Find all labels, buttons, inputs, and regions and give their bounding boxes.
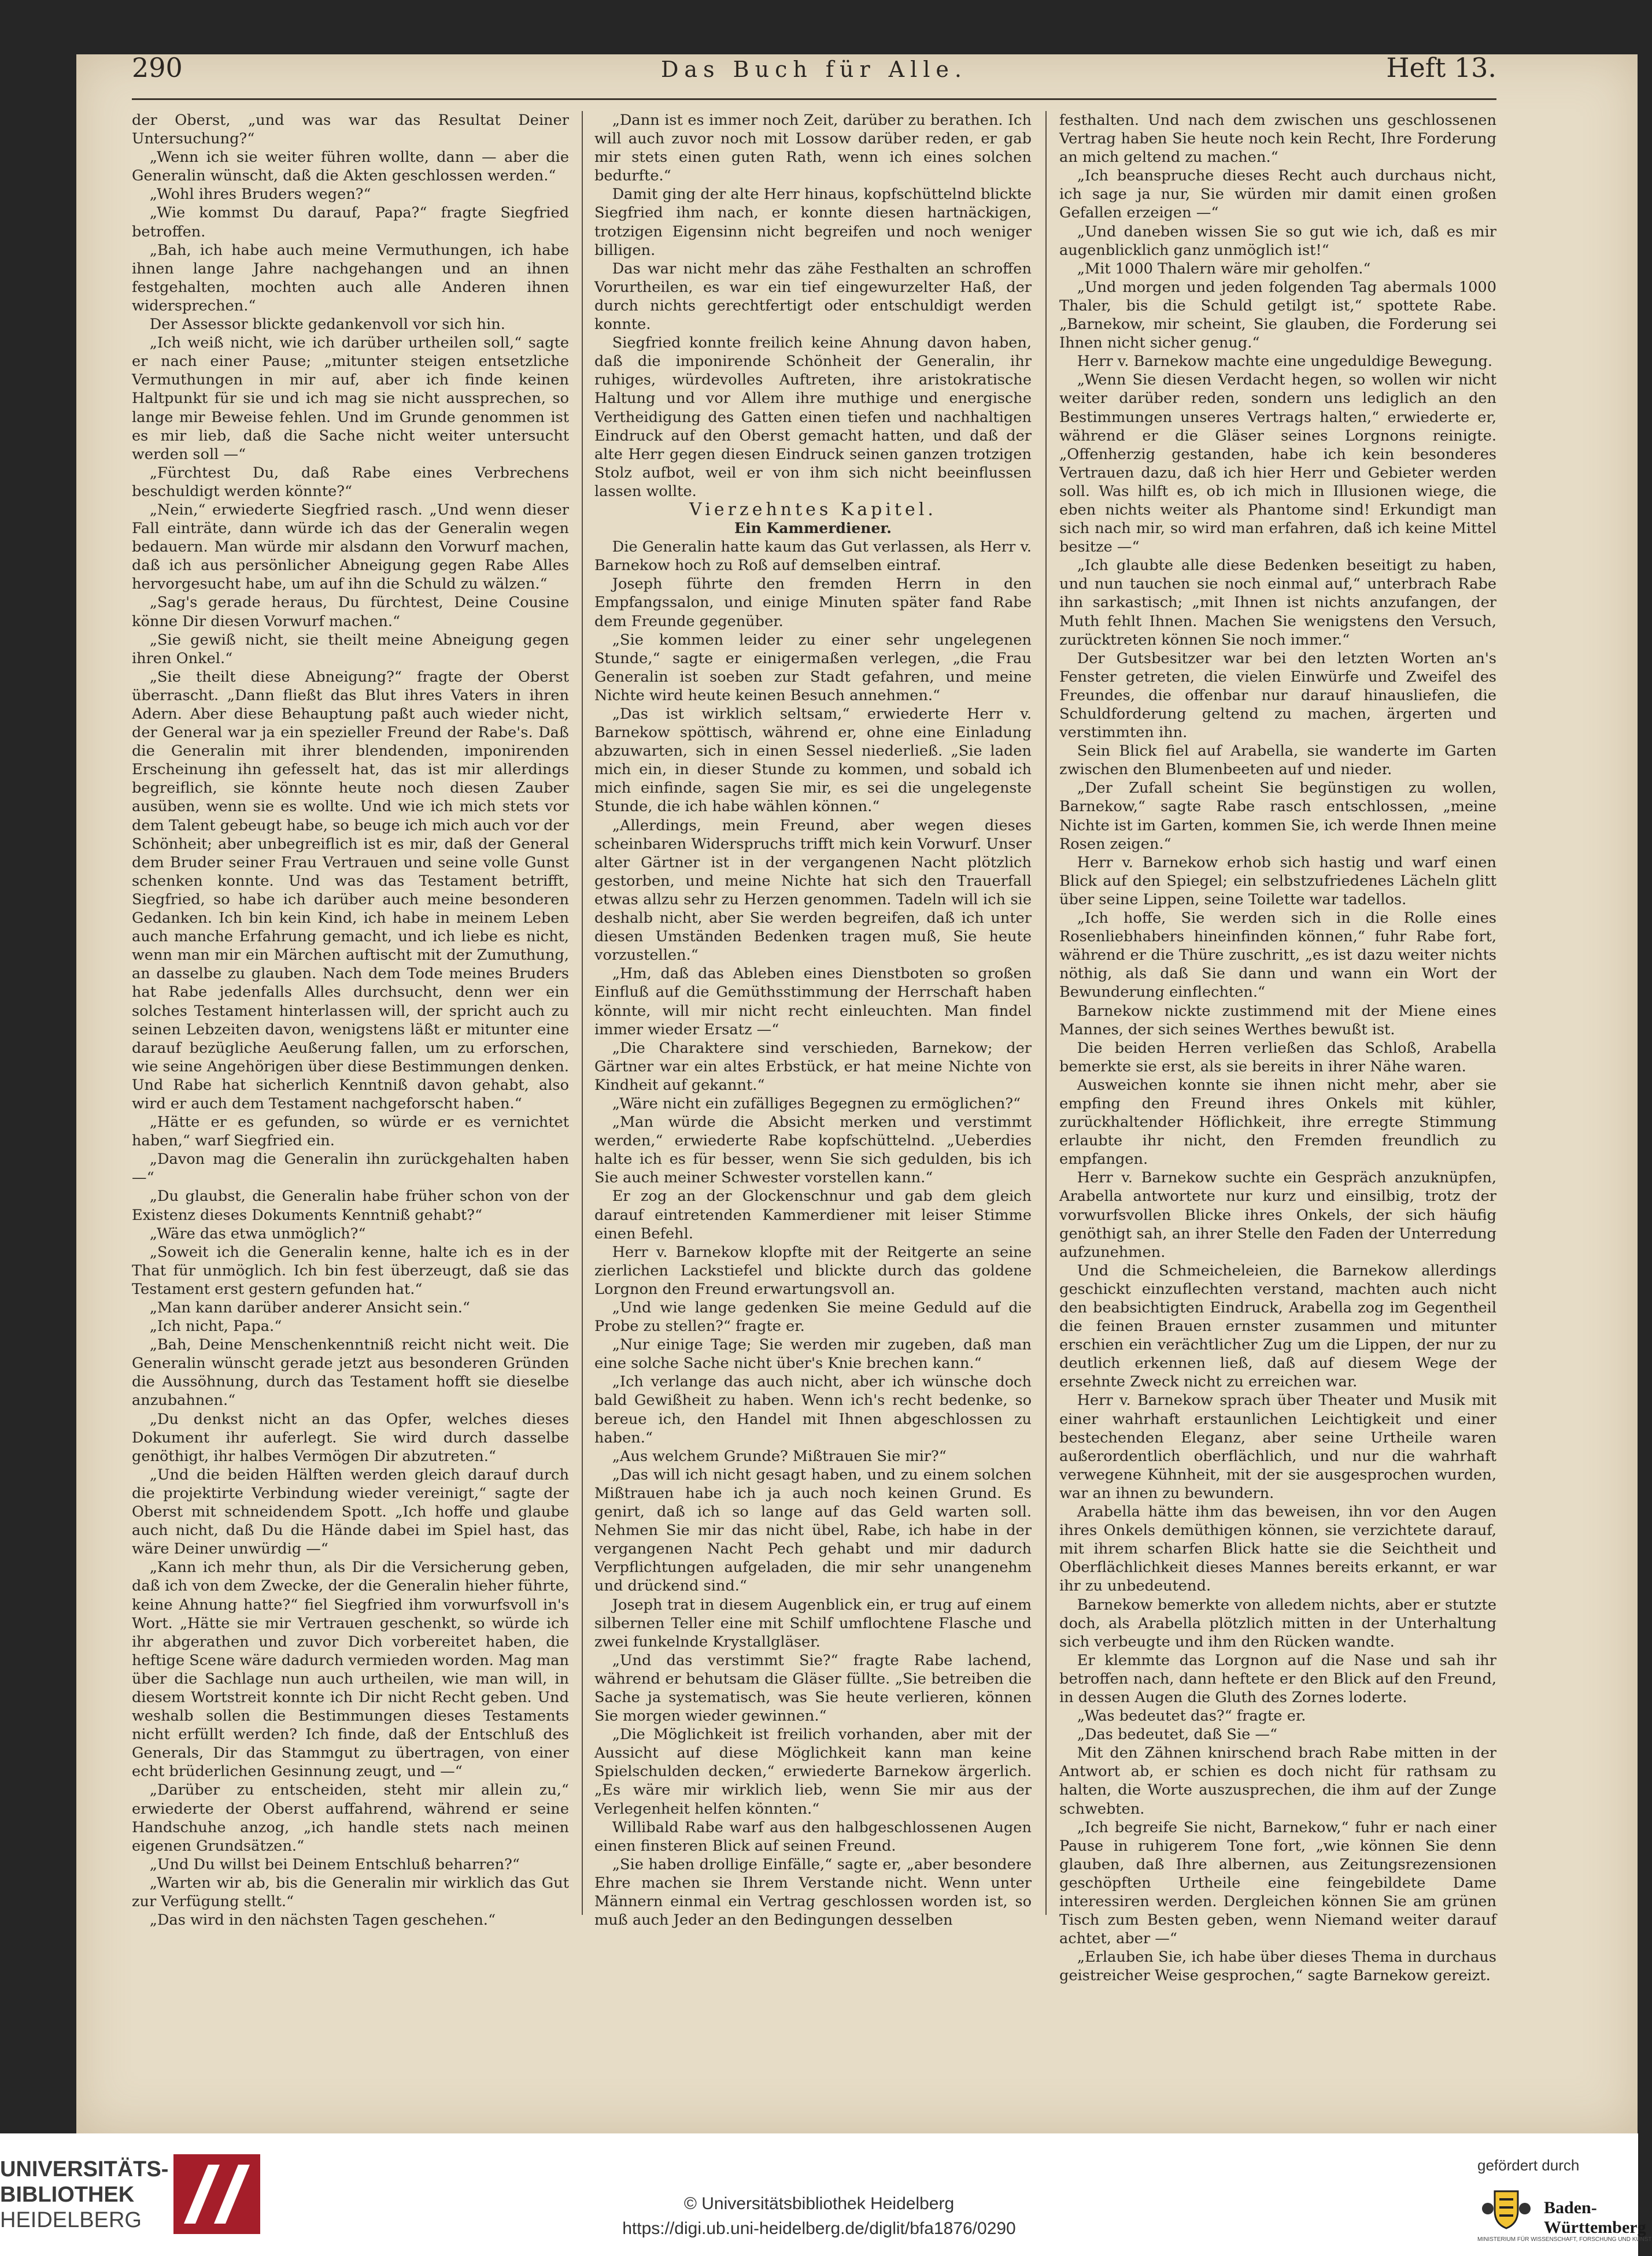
- paragraph: „Und Du willst bei Deinem Entschluß beharren?“: [149, 1855, 520, 1873]
- paragraph: Sein Blick fiel auf Arabella, sie wanderte im Garten zwischen den Blumenbeeten auf und nieder.: [1059, 742, 1496, 779]
- paragraph: „Kann ich mehr thun, als Dir die Versicherung geben, daß ich von dem Zwecke, der die Generalin hieher führte, keine Ahnung hatte?“ fiel Siegfried ihm vorwurfsvoll in's Wort. „Hätte sie mir Vertrauen geschenkt, so würde ich ihr abgerathen und zuvor Dich vorbereitet haben, die heftige Scene wäre dadurch vermieden worden. Mag man über die Sachlage nun auch urtheilen, wie man will, in diesem Wortstreit konnte ich Dir nicht Recht geben. Und weshalb sollen die Bestimmungen dieses Testaments nicht erfüllt werden? Ich finde, daß der Entschluß des Generals, Dir das Stammgut zu übertragen, von einer echt brüderlichen Gesinnung zeugt, und —“: [132, 1559, 569, 1781]
- paragraph: „Und wie lange gedenken Sie meine Geduld auf die Probe zu stellen?“ fragte er.: [594, 1299, 1032, 1336]
- paragraph: „Das wird in den nächsten Tagen geschehen.“: [149, 1911, 496, 1929]
- paragraph: „Ich glaubte alle diese Bedenken beseitigt zu haben, und nun tauchen sie noch einmal auf,“ unterbrach Rabe ihn sarkastisch; „mit Ihnen ist nichts anzufangen, der Muth fehlt Ihnen. Machen Sie wenigstens den Versuch, zurücktreten können Sie noch immer.“: [1059, 557, 1496, 649]
- paragraph: Arabella hätte ihm das beweisen, ihn vor den Augen ihres Onkels demüthigen können, sie verzichtete darauf, mit ihrem scharfen Blick hatte sie die Seichtheit und Oberflächlichkeit dieses Mannes bereits erkannt, er war ihr zu unbedeutend.: [1059, 1503, 1496, 1595]
- paragraph: „Aus welchem Grunde? Mißtrauen Sie mir?“: [612, 1447, 947, 1465]
- paragraph: „Hätte er es gefunden, so würde er es vernichtet haben,“ warf Siegfried ein.: [132, 1114, 569, 1150]
- paragraph: Joseph trat in diesem Augenblick ein, er trug auf einem silbernen Teller eine mit Schilf umflochtene Flasche und zwei funkelnde Krystallgläser.: [594, 1596, 1032, 1651]
- paragraph: „Man kann darüber anderer Ansicht sein.“: [149, 1299, 470, 1316]
- text-column-2: [594, 111, 1032, 1929]
- paragraph: Mit den Zähnen knirschend brach Rabe mitten in der Antwort ab, er schien es doch nicht für rathsam zu halten, die Worte auszusprechen, die ihm auf der Zunge schwebten.: [1059, 1744, 1496, 1818]
- paragraph: festhalten. Und nach dem zwischen uns geschlossenen Vertrag haben Sie heute noch kein Recht, Ihre Forderung an mich geltend zu machen.“: [1059, 112, 1496, 167]
- text-column-1: [132, 111, 569, 1929]
- paragraph: „Darüber zu entscheiden, steht mir allein zu,“ erwiederte der Oberst auffahrend, während er seine Handschuhe anzog, „ich handle stets nach meinen eigenen Grundsätzen.“: [132, 1781, 569, 1855]
- paragraph: „Davon mag die Generalin ihn zurückgehalten haben —“: [132, 1151, 569, 1187]
- paragraph: „Mit 1000 Thalern wäre mir geholfen.“: [1077, 260, 1371, 278]
- paragraph: „Und das verstimmt Sie?“ fragte Rabe lachend, während er behutsam die Gläser füllte. „Sie betreiben die Sache ja systematisch, was Sie heute verlieren, können Sie morgen wieder gewinnen.“: [594, 1651, 1032, 1725]
- column-divider: [1045, 111, 1047, 1915]
- paragraph: Damit ging der alte Herr hinaus, kopfschüttelnd blickte Siegfried ihm nach, er konnte diesen hartnäckigen, trotzigen Eigensinn nicht begreifen und noch weniger billigen.: [594, 186, 1032, 259]
- copyright-notice: © Universitätsbibliothek Heidelberg: [683, 2194, 955, 2213]
- paragraph: der Oberst, „und was war das Resultat Deiner Untersuchung?“: [132, 112, 569, 148]
- paragraph: „Ich hoffe, Sie werden sich in die Rolle eines Rosenliebhabers hineinfinden können,“ fuhr Rabe fort, während er die Thüre zuschritt, „es ist dazu weiter nichts nöthig, als daß Sie dann und wann ein Wort der Bewunderung einflechten.“: [1059, 909, 1496, 1001]
- paragraph: „Dann ist es immer noch Zeit, darüber zu berathen. Ich will auch zuvor noch mit Lossow darüber reden, er gab mir stets einen guten Rath, wenn ich eines solchen bedurfte.“: [594, 112, 1032, 185]
- chapter-subheading: Ein Kammerdiener.: [734, 520, 892, 537]
- text-column-2-part-2: [594, 538, 1032, 1929]
- library-name-line-2: BIBLIOTHEK: [0, 2183, 135, 2207]
- paragraph: Barnekow bemerkte von alledem nichts, aber er stutzte doch, als Arabella plötzlich mitten in der Unterhaltung sich verbeugte und ihm den Rücken wandte.: [1059, 1596, 1496, 1651]
- paragraph: „Ich verlange das auch nicht, aber ich wünsche doch bald Gewißheit zu haben. Wenn ich's recht bedenke, so bereue ich, den Handel mit Ihnen abgeschlossen zu haben.“: [594, 1373, 1032, 1447]
- paragraph: „Das will ich nicht gesagt haben, und zu einem solchen Mißtrauen habe ich ja auch noch keinen Grund. Es genirt, daß ich so lange auf das Geld warten soll. Nehmen Sie mir das nicht übel, Rabe, ich habe in der vergangenen Nacht Pech gehabt und mir dadurch Verpflichtungen aufgeladen, die mir sehr unangenehm und drückend sind.“: [594, 1466, 1032, 1595]
- paragraph: „Ich weiß nicht, wie ich darüber urtheilen soll,“ sagte er nach einer Pause; „mitunter steigen entsetzliche Vermuthungen in mir auf, aber ich finde keinen Haltpunkt für sie und ich mag sie nicht aussprechen, so lange mir Beweise fehlen. Und im Grunde genommen ist es mir lieb, daß die Sache nicht weiter untersucht werden soll —“: [132, 334, 569, 463]
- paragraph: „Nein,“ erwiederte Siegfried rasch. „Und wenn dieser Fall einträte, dann würde ich das der Generalin wegen bedauern. Man würde mir alsdann den Vorwurf machen, daß ich aus persönlicher Abneigung gegen Rabe Alles hervorgesucht habe, um auf ihn die Schuld zu wälzen.“: [132, 501, 569, 593]
- column-divider: [582, 111, 583, 1915]
- paragraph: Und die Schmeicheleien, die Barnekow allerdings geschickt einzuflechten verstand, machten auch nicht den beabsichtigten Eindruck, Arabella zog im Gegentheil die feinen Brauen ernster zusammen und mitunter erschien ein verächtlicher Zug um die Lippen, der nur zu deutlich erkennen ließ, daß auf diesem Wege der ersehnte Zweck nicht zu erreichen war.: [1059, 1262, 1496, 1391]
- chapter-heading: Vierzehntes Kapitel.: [689, 499, 937, 520]
- paragraph: „Hm, daß das Ableben eines Dienstboten so großen Einfluß auf die Gemüthsstimmung der Herrschaft haben könnte, will mir nicht recht einleuchten. Man findel immer wieder Ersatz —“: [594, 965, 1032, 1038]
- page-number: 290: [132, 52, 183, 83]
- paragraph: Barnekow nickte zustimmend mit der Miene eines Mannes, der sich seines Werthes bewußt ist.: [1059, 1002, 1496, 1038]
- paragraph: „Sie haben drollige Einfälle,“ sagte er, „aber besondere Ehre machen sie Ihrem Verstande nicht. Wenn unter Männern einmal ein Vertrag geschlossen worden ist, so muß auch Jeder an den Bedingungen desselben: [594, 1855, 1032, 1929]
- funder-name: Baden-Württemberg: [1544, 2198, 1646, 2237]
- paragraph: „Man würde die Absicht merken und verstimmt werden,“ erwiederte Rabe kopfschüttelnd. „Ueberdies halte ich es für besser, wenn Sie sich gedulden, bis ich Sie auch meiner Schwester vorstellen kann.“: [594, 1114, 1032, 1187]
- paragraph: „Sag's gerade heraus, Du fürchtest, Deine Cousine könne Dir diesen Vorwurf machen.“: [132, 594, 569, 630]
- state-crest-icon: [1477, 2185, 1535, 2232]
- header-rule: [132, 98, 1496, 100]
- paragraph: „Sie theilt diese Abneigung?“ fragte der Oberst überrascht. „Dann fließt das Blut ihres Vaters in ihren Adern. Aber diese Behauptung paßt auch wieder nicht, der General war ja ein spezieller Freund der Rabe's. Daß die Generalin mit ihrer blendenden, imponirenden Erscheinung ihn gefesselt hat, das ist mir allerdings begreiflich, sie könnte heute noch diesen Zauber ausüben, wenn sie es wollte. Und wie ich mich stets vor dem Talent gebeugt habe, so beuge ich mich auch vor der Schönheit; aber unbegreiflich ist es mir, daß der General dem Bruder seiner Frau Vertrauen und seine volle Gunst schenken konnte. Und was das Testament betrifft, Siegfried, so habe ich darüber auch meine besonderen Gedanken. Ich bin kein Kind, ich habe in meinem Leben auch manche Erfahrung gemacht, und ich liebe es nicht, wenn man mir ein Märchen auftischt mit der Zumuthung, an dasselbe zu glauben. Nach dem Tode meines Bruders hat Rabe jedenfalls Alles durchsucht, denn wer ein solches Testament hinterlassen will, der spricht auch zu seinen Lebzeiten davon, wenigstens läßt er mitunter eine darauf bezügliche Aeußerung fallen, um zu erforschen, wie seine Angehörigen über diese Bestimmungen denken. Und Rabe hat sicherlich Kenntniß davon gehabt, also wird er auch dem Testament nachgeforscht haben.“: [132, 668, 569, 1112]
- paragraph: Herr v. Barnekow sprach über Theater und Musik mit einer wahrhaft erstaunlichen Leichtigkeit und einer bestechenden Eleganz, aber seine Urtheile waren außerordentlich oberflächlich, und nur die wahrhaft verwegene Kühnheit, mit der sie ausgesprochen wurden, war an ihnen zu bewundern.: [1059, 1392, 1496, 1502]
- paragraph: Das war nicht mehr das zähe Festhalten an schroffen Vorurtheilen, es war ein tief eingewurzelter Haß, der durch nichts gerechtfertigt oder entschuldigt werden konnte.: [594, 260, 1032, 334]
- paragraph: „Wie kommst Du darauf, Papa?“ fragte Siegfried betroffen.: [132, 204, 569, 241]
- paragraph: Ausweichen konnte sie ihnen nicht mehr, aber sie empfing den Freund ihres Onkels mit kühler, zurückhaltender Höflichkeit, ihre erregte Stimmung erlaubte ihr nicht, den Fremden freundlich zu empfangen.: [1059, 1076, 1496, 1168]
- paragraph: „Bah, Deine Menschenkenntniß reicht nicht weit. Die Generalin wünscht gerade jetzt aus besonderen Gründen die Aussöhnung, durch das Testament hofft sie dieselbe anzubahnen.“: [132, 1336, 569, 1410]
- paragraph: „Das ist wirklich seltsam,“ erwiederte Herr v. Barnekow spöttisch, während er, ohne eine Einladung abzuwarten, sich in einen Sessel niederließ. „Sie laden mich ein, in dieser Stunde zu kommen, und sobald ich mich einfinde, sagen Sie mir, es sei die ungelegenste Stunde, die ich habe wählen können.“: [594, 705, 1032, 816]
- paragraph: Herr v. Barnekow klopfte mit der Reitgerte an seine zierlichen Lackstiefel und blickte durch das goldene Lorgnon den Freund erwartungsvoll an.: [594, 1243, 1032, 1298]
- running-title: Das Buch für Alle.: [660, 57, 968, 82]
- library-name-line-3: HEIDELBERG: [0, 2208, 142, 2232]
- paragraph: „Und daneben wissen Sie so gut wie ich, daß es mir augenblicklich ganz unmöglich ist!“: [1059, 223, 1496, 259]
- paragraph: „Das bedeutet, daß Sie —“: [1077, 1726, 1278, 1744]
- paragraph: Er klemmte das Lorgnon auf die Nase und sah ihr betroffen nach, dann heftete er den Blick auf den Freund, in dessen Augen die Gluth des Zornes loderte.: [1059, 1651, 1496, 1706]
- paragraph: Der Gutsbesitzer war bei den letzten Worten an's Fenster getreten, die vielen Einwürfe und Zweifel des Freundes, die offenbar nur darauf hinausliefen, die Schuldforderung geltend zu machen, ärgerten und verstimmten ihn.: [1059, 649, 1496, 742]
- paragraph: „Der Zufall scheint Sie begünstigen zu wollen, Barnekow,“ sagte Rabe rasch entschlossen, „meine Nichte ist im Garten, kommen Sie, ich werde Ihnen meine Rosen zeigen.“: [1059, 779, 1496, 853]
- paragraph: Die beiden Herren verließen das Schloß, Arabella bemerkte sie erst, als sie bereits in ihrer Nähe waren.: [1059, 1039, 1496, 1075]
- paragraph: „Wenn ich sie weiter führen wollte, dann — aber die Generalin wünscht, daß die Akten geschlossen werden.“: [132, 149, 569, 185]
- text-columns: [132, 111, 1496, 1985]
- paragraph: „Fürchtest Du, daß Rabe eines Verbrechens beschuldigt werden könnte?“: [132, 464, 569, 500]
- paragraph: Siegfried konnte freilich keine Ahnung davon haben, daß die imponirende Schönheit der Generalin, ihr ruhiges, würdevolles Auftreten, ihre aristokratische Haltung und vor Allem ihre muthige und energische Vertheidigung des Gatten einen tiefen und nachhaltigen Eindruck auf den Oberst gemacht hatten, und daß der alte Herr gegen diesen Eindruck seinen ganzen trotzigen Stolz aufbot, weil er von ihm sich nicht beeinflussen lassen wollte.: [594, 334, 1032, 500]
- paragraph: „Allerdings, mein Freund, aber wegen dieses scheinbaren Widerspruchs trifft mich kein Vorwurf. Unser alter Gärtner ist in der vergangenen Nacht plötzlich gestorben, und meine Nichte hat sich den Trauerfall etwas allzu sehr zu Herzen genommen. Tadeln will ich sie deshalb nicht, aber Sie werden begreifen, daß ich unter diesen Umständen Bedenken tragen muß, Sie heute vorzustellen.“: [594, 816, 1032, 964]
- paragraph: „Bah, ich habe auch meine Vermuthungen, ich habe ihnen lange Jahre nachgehangen und an ihnen festgehalten, mochten auch alle Anderen ihnen widersprechen.“: [132, 241, 569, 315]
- paragraph: Willibald Rabe warf aus den halbgeschlossenen Augen einen finsteren Blick auf seinen Freund.: [594, 1818, 1032, 1855]
- paragraph: „Die Möglichkeit ist freilich vorhanden, aber mit der Aussicht auf diese Möglichkeit kann man keine Spielschulden decken,“ erwiederte Barnekow ärgerlich. „Es wäre mir wirklich lieb, wenn Sie mir aus der Verlegenheit helfen könnten.“: [594, 1726, 1032, 1818]
- paragraph: „Die Charaktere sind verschieden, Barnekow; der Gärtner war ein altes Erbstück, er hat meine Nichte von Kindheit auf gekannt.“: [594, 1039, 1032, 1094]
- paragraph: Die Generalin hatte kaum das Gut verlassen, als Herr v. Barnekow hoch zu Roß auf demselben eintraf.: [594, 538, 1032, 575]
- text-column-2-part-1: [594, 111, 1032, 501]
- paragraph: „Wenn Sie diesen Verdacht hegen, so wollen wir nicht weiter darüber reden, sondern uns lediglich an den Bestimmungen unseres Vertrags halten,“ erwiederte er, während er die Gläser seines Lorgnons reinigte. „Offenherzig gestanden, habe ich kein besonderes Vertrauen dazu, daß ich hier Herr und Gebieter werden soll. Was hilft es, ob ich mich in Illusionen wiege, die eben nichts weiter als Phantome sind! Erkundigt man sich nach mir, so wird man erfahren, daß ich keine Mittel besitze —“: [1059, 371, 1496, 556]
- paragraph: „Nur einige Tage; Sie werden mir zugeben, daß man eine solche Sache nicht über's Knie brechen kann.“: [594, 1336, 1032, 1373]
- paragraph: „Wäre nicht ein zufälliges Begegnen zu ermöglichen?“: [612, 1094, 1021, 1112]
- paragraph: Herr v. Barnekow erhob sich hastig und warf einen Blick auf den Spiegel; ein selbstzufriedenes Lächeln glitt über seine Lippen, seine Toilette war tadellos.: [1059, 853, 1496, 908]
- paragraph: Joseph führte den fremden Herrn in den Empfangssalon, und einige Minuten später fand Rabe dem Freunde gegenüber.: [594, 575, 1032, 630]
- paragraph: „Wohl ihres Bruders wegen?“: [149, 186, 371, 204]
- funder-ministry: MINISTERIUM FÜR WISSENSCHAFT, FORSCHUNG UND KUNST: [1477, 2236, 1652, 2243]
- paragraph: „Erlauben Sie, ich habe über dieses Thema in durchaus geistreicher Weise gesprochen,“ sagte Barnekow gereizt.: [1059, 1948, 1496, 1985]
- funded-by-label: gefördert durch: [1477, 2157, 1580, 2174]
- paragraph: Herr v. Barnekow suchte ein Gespräch anzuknüpfen, Arabella antwortete nur kurz und einsilbig, trotz der vorwurfsvollen Blicke ihres Onkels, der sich häufig genöthigt sah, an ihrer Stelle den Faden der Unterredung aufzunehmen.: [1059, 1169, 1496, 1261]
- paragraph: „Und die beiden Hälften werden gleich darauf durch die projektirte Verbindung wieder vereinigt,“ sagte der Oberst mit schneidendem Spott. „Ich hoffe und glaube auch nicht, daß Du die Hände dabei im Spiel hast, das wäre Deiner unwürdig —“: [132, 1466, 569, 1558]
- paragraph: „Ich begreife Sie nicht, Barnekow,“ fuhr er nach einer Pause in ruhigerem Tone fort, „wie können Sie denn glauben, daß Ihre albernen, aus Zeitungsrezensionen geschöpften Urtheile eine feingebildete Dame interessiren werden. Dergleichen können Sie am grünen Tisch zum Besten geben, wenn Niemand weiter darauf achtet, aber —“: [1059, 1818, 1496, 1948]
- paragraph: „Was bedeutet das?“ fragte er.: [1077, 1707, 1306, 1725]
- paragraph: „Ich nicht, Papa.“: [149, 1318, 282, 1336]
- paragraph: „Sie kommen leider zu einer sehr ungelegenen Stunde,“ sagte er einigermaßen verlegen, „die Frau Generalin ist soeben zur Stadt gefahren, und meine Nichte wird heute keinen Besuch annehmen.“: [594, 631, 1032, 704]
- paragraph: „Ich beanspruche dieses Recht auch durchaus nicht, ich sage ja nur, Sie würden mir damit einen großen Gefallen erzeigen —“: [1059, 167, 1496, 222]
- page-header: [132, 52, 1496, 104]
- issue-label: Heft 13.: [1386, 52, 1496, 83]
- paragraph: Er zog an der Glockenschnur und gab dem gleich darauf eintretenden Kammerdiener mit leiser Stimme einen Befehl.: [594, 1188, 1032, 1242]
- paragraph: „Wäre das etwa unmöglich?“: [149, 1225, 366, 1242]
- paragraph: „Und morgen und jeden folgenden Tag abermals 1000 Thaler, bis die Schuld getilgt ist,“ spottete Rabe. „Barnekow, mir scheint, Sie glauben, die Forderung sei Ihnen nicht sicher genug.“: [1059, 278, 1496, 352]
- paragraph: Herr v. Barnekow machte eine ungeduldige Bewegung.: [1077, 353, 1493, 371]
- paragraph: „Warten wir ab, bis die Generalin mir wirklich das Gut zur Verfügung stellt.“: [132, 1874, 569, 1910]
- permalink[interactable]: https://digi.ub.uni-heidelberg.de/diglit/bfa1876/0290: [622, 2219, 1016, 2238]
- paragraph: „Du denkst nicht an das Opfer, welches dieses Dokument ihr auferlegt. Sie wird durch dasselbe genöthigt, ihr halbes Vermögen Dir abzutreten.“: [132, 1410, 569, 1465]
- viewer-footer: [0, 2133, 1652, 2256]
- paragraph: „Soweit ich die Generalin kenne, halte ich es in der That für unmöglich. Ich bin fest überzeugt, daß sie das Testament erst gestern gefunden hat.“: [132, 1243, 569, 1298]
- paragraph: „Sie gewiß nicht, sie theilt meine Abneigung gegen ihren Onkel.“: [132, 631, 569, 667]
- paragraph: Der Assessor blickte gedankenvoll vor sich hin.: [149, 316, 505, 334]
- text-column-3: [1059, 111, 1496, 1985]
- paragraph: „Du glaubst, die Generalin habe früher schon von der Existenz dieses Dokuments Kenntniß gehabt?“: [132, 1188, 569, 1224]
- library-name-line-1: UNIVERSITÄTS-: [0, 2157, 169, 2181]
